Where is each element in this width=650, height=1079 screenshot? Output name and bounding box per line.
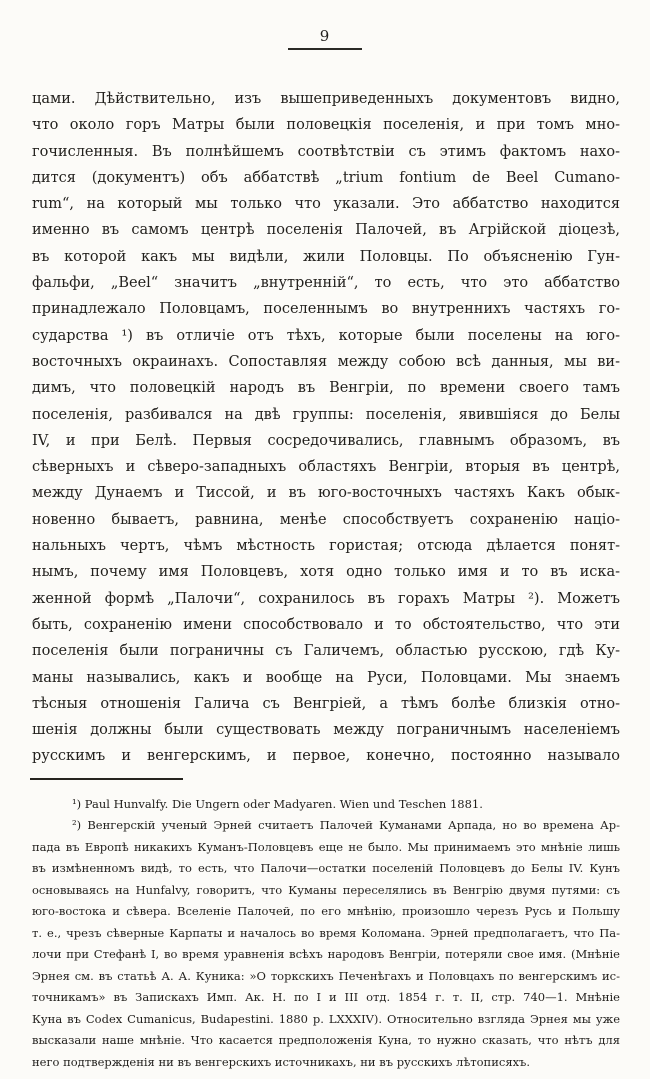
text-line: что около горъ Матры были половецкія поселенія, и при томъ мно- bbox=[32, 117, 620, 134]
text-line: между Дунаемъ и Тиссой, и въ юго-восточныхъ частяхъ Какъ обык- bbox=[32, 485, 620, 502]
footnote-line: точникамъ» въ Запискахъ Имп. Ак. Н. по I и III отд. 1854 г. т. II, стр. 740—1. Мнѣніе bbox=[32, 990, 620, 1005]
text-line: шенія должны были существовать между пограничнымъ населеніемъ bbox=[32, 722, 620, 739]
footnote-line: въ измѣненномъ видѣ, то есть, что Палочи—остатки поселеній Половцевъ до Белы IV. Кунъ bbox=[32, 861, 620, 876]
text-line: быть, сохраненію имени способствовало и то обстоятельство, что эти bbox=[32, 616, 620, 633]
text-line: новенно бываетъ, равнина, менѣе способствуетъ сохраненію націо- bbox=[32, 511, 620, 528]
footnote-line: т. е., чрезъ сѣверные Карпаты и началось во время Коломана. Эрней предполагаетъ, что Па- bbox=[32, 925, 620, 940]
footnote-separator bbox=[30, 778, 183, 780]
text-line: гочисленныя. Въ полнѣйшемъ соотвѣтствіи съ этимъ фактомъ нахо- bbox=[32, 143, 620, 160]
footnote-line: лочи при Стефанѣ I, во время уравненія всѣхъ народовъ Венгріи, потеряли свое имя. (Мнѣніе bbox=[32, 947, 620, 962]
text-line: поселенія были пограничны съ Галичемъ, областью русскою, гдѣ Ку- bbox=[32, 643, 620, 660]
footnote-line: Куна въ Codex Cumanicus, Budapestini. 1880 p. LXXXIV). Относительно взгляда Эрнея мы уже bbox=[32, 1011, 620, 1026]
text-line: именно въ самомъ центрѣ поселенія Палочей, въ Агрійской діоцезѣ, bbox=[32, 222, 620, 239]
text-line: фальфи, „Beel“ значитъ „внутренній“, то есть, что это аббатство bbox=[32, 275, 620, 292]
footnotes bbox=[32, 794, 620, 1074]
text-line: сударства ¹) въ отличіе отъ тѣхъ, которые были поселены на юго- bbox=[32, 327, 620, 344]
text-line: нымъ, почему имя Половцевъ, хотя одно только имя и то въ иска- bbox=[32, 564, 620, 581]
footnote-line: ¹) Paul Hunvalfy. Die Ungern oder Madyaren. Wien und Teschen 1881. bbox=[72, 796, 483, 811]
text-line: тѣсныя отношенія Галича съ Венгріей, а тѣмъ болѣе близкія отно- bbox=[32, 695, 620, 712]
footnote-line: Эрнея см. въ статьѣ А. А. Куника: »О торкскихъ Печенѣгахъ и Половцахъ по венгерскимъ ис- bbox=[32, 968, 620, 983]
body-text bbox=[32, 86, 620, 770]
text-line: поселенія, разбивался на двѣ группы: поселенія, явившіяся до Белы bbox=[32, 406, 620, 423]
text-line: восточныхъ окраинахъ. Сопоставляя между собою всѣ данныя, мы ви- bbox=[32, 353, 620, 370]
footnote-line: основываясь на Hunfalvy, говоритъ, что Куманы переселялись въ Венгрію двумя путями: съ bbox=[32, 882, 620, 897]
footnote-line: пада въ Европѣ никакихъ Куманъ-Половцевъ еще не было. Мы принимаемъ это мнѣніе лишь bbox=[32, 839, 620, 854]
text-line: дится (документъ) объ аббатствѣ „trium fontium de Beel Cumano- bbox=[32, 169, 620, 186]
page-header bbox=[0, 0, 650, 50]
text-line: въ которой какъ мы видѣли, жили Половцы. По объясненію Гун- bbox=[32, 248, 620, 265]
text-line: rum“, на который мы только что указали. Это аббатство находится bbox=[32, 196, 620, 213]
text-line: маны назывались, какъ и вообще на Руси, Половцами. Мы знаемъ bbox=[32, 669, 620, 686]
text-line: сѣверныхъ и сѣверо-западныхъ областяхъ Венгріи, вторыя въ центрѣ, bbox=[32, 459, 620, 476]
page-number-rule bbox=[288, 48, 362, 50]
page-number: 9 bbox=[319, 27, 331, 45]
text-line: русскимъ и венгерскимъ, и первое, конечно, постоянно называло bbox=[32, 748, 620, 765]
footnote-line: него подтвержденія ни въ венгерскихъ источникахъ, ни въ русскихъ лѣтописяхъ. bbox=[32, 1054, 531, 1069]
footnote-line: юго-востока и сѣвера. Вселеніе Палочей, по его мнѣнію, произошло черезъ Русь и Польшу bbox=[32, 904, 620, 919]
text-line: цами. Дѣйствительно, изъ вышеприведенныхъ документовъ видно, bbox=[32, 91, 620, 107]
text-line: нальныхъ чертъ, чѣмъ мѣстность гористая; отсюда дѣлается понят- bbox=[32, 538, 620, 555]
footnote-line: ²) Венгерскій ученый Эрней считаетъ Палочей Куманами Арпада, но во времена Ар- bbox=[72, 818, 620, 833]
text-line: принадлежало Половцамъ, поселеннымъ во внутреннихъ частяхъ го- bbox=[32, 301, 620, 318]
text-line: IV, и при Белѣ. Первыя сосредочивались, главнымъ образомъ, въ bbox=[32, 432, 620, 449]
text-line: димъ, что половецкій народъ въ Венгріи, по времени своего тамъ bbox=[32, 380, 620, 397]
text-line: женной формѣ „Палочи“, сохранилось въ горахъ Матры ²). Можетъ bbox=[32, 590, 620, 607]
footnote-line: высказали наше мнѣніе. Что касается предположенія Куна, то нужно сказать, что нѣтъ для bbox=[32, 1033, 620, 1048]
